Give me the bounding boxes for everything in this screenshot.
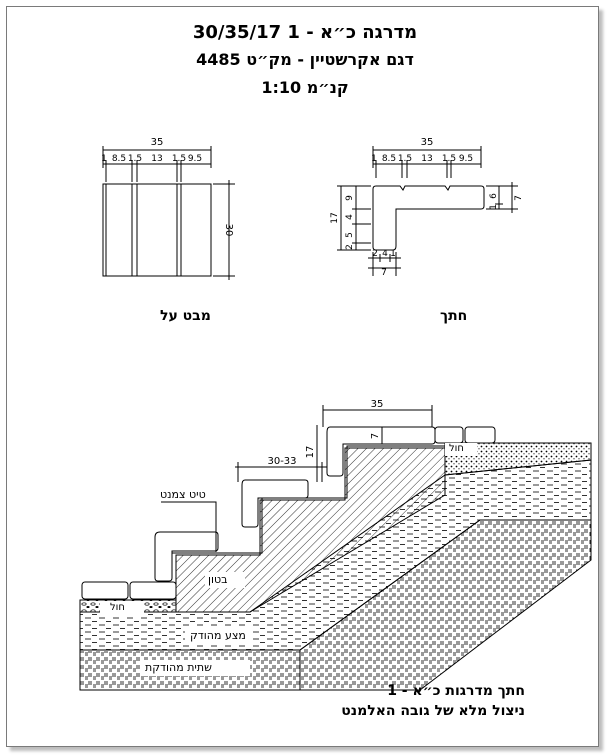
section-dim-3: 1.5 [397,154,413,164]
section-vdim-1: 1 [489,204,499,210]
top-dim-3: 1.5 [127,154,143,164]
section-dim-6: 9.5 [458,154,474,164]
section-dim-4: 13 [421,154,433,164]
label-sand: חול [110,602,125,613]
section-vdim-9: 9 [345,195,355,201]
section-dim-total: 35 [420,137,434,148]
top-view-label: מבט על [160,308,211,324]
label-subgrade: שתית מהודקת [145,661,212,674]
section-vdim-2: 2 [345,244,355,250]
top-dim-2: 8.5 [111,154,127,164]
stair-dim-tread: 35 [370,399,384,410]
scale-line: קנ״מ 1:10 [261,78,349,97]
label-base: מצע מהודק [190,629,246,642]
section-dim-1: 1 [371,154,377,164]
top-view [103,146,235,280]
footer-caption: חתך מדרגות כ״א - 1 [387,683,525,699]
top-dim-5: 1.5 [171,154,187,164]
section-bdim-4: 4 [382,249,388,259]
top-dim-height: 30 [223,223,234,237]
label-concrete: בטון [208,573,228,586]
section-bdim-7: 7 [381,268,387,278]
top-dim-total: 35 [150,137,164,148]
section-view [337,146,518,276]
stair-section [80,405,591,690]
label-mortar: טיט צמנט [160,488,206,501]
top-dim-1: 1 [101,154,107,164]
section-vdim-6: 6 [489,193,499,199]
top-dim-4: 13 [151,154,163,164]
stair-dim-rise: 7 [370,432,381,440]
top-dim-6: 9.5 [187,154,203,164]
model-line: דגם אקרשטיין - מק״ט 4485 [196,50,414,69]
label-curb: חול [449,443,464,454]
title: מדרגה כ״א - 1 30/35/17 [192,22,418,43]
section-vdim-7: 7 [514,195,524,201]
section-bdim-1: 1 [390,249,396,259]
section-dim-2: 8.5 [381,154,397,164]
stair-dim-range: 30-33 [267,456,297,467]
stair-dim-riser: 17 [305,445,316,459]
footer-note: ניצול מלא של גובה האלמנט [341,703,525,719]
section-vdim-17: 17 [330,212,340,224]
section-dim-5: 1.5 [441,154,457,164]
section-view-label: חתך [440,308,468,324]
section-vdim-5: 5 [345,232,355,238]
section-bdim-2: 2 [372,249,378,259]
section-vdim-4: 4 [345,214,355,220]
